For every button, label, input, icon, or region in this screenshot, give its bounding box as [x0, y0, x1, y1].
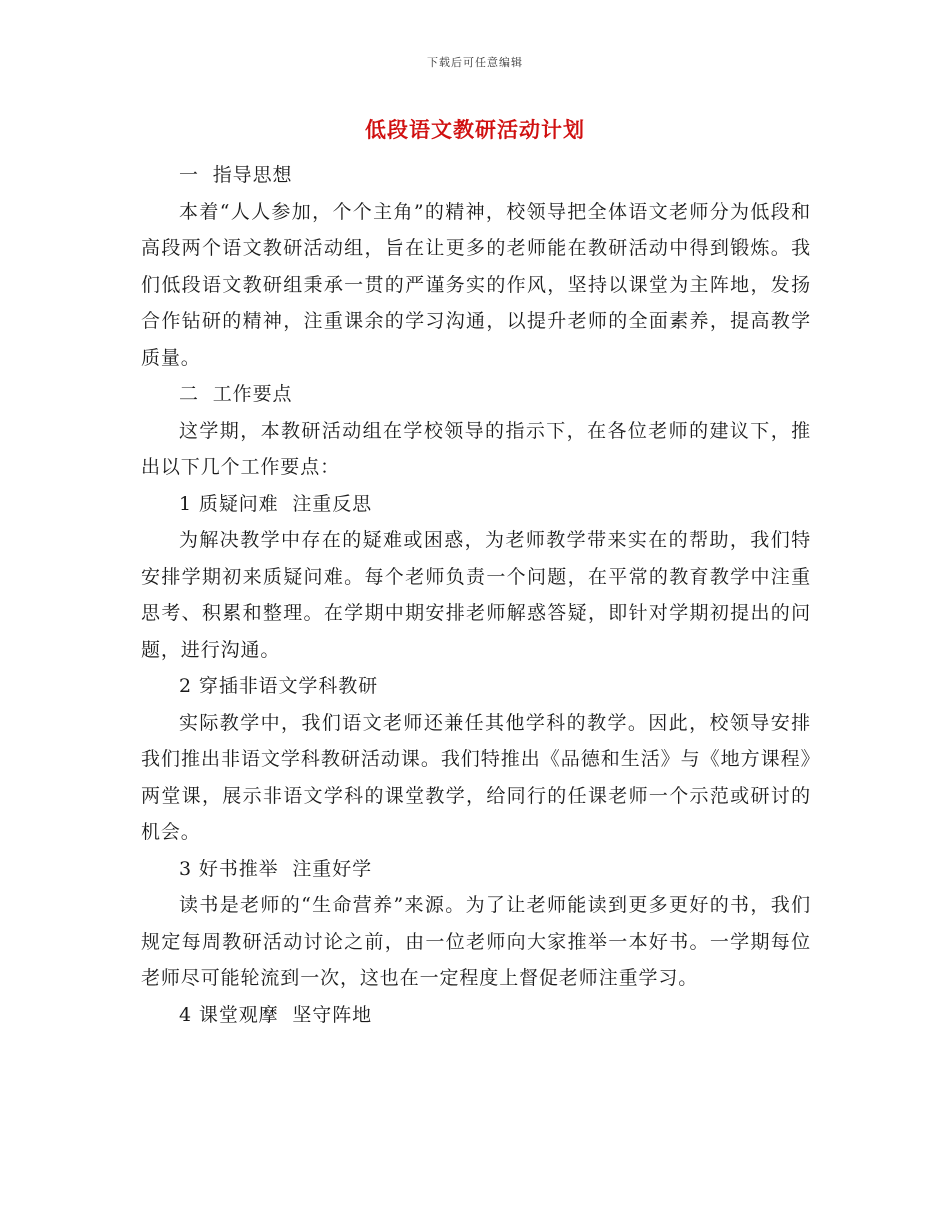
paragraph-work-points-intro: 这学期，本教研活动组在学校领导的指示下，在各位老师的建议下，推出以下几个工作要点：	[141, 419, 811, 478]
document-body	[141, 157, 811, 1033]
section-heading-work-points: 二 工作要点	[179, 383, 293, 405]
point-paragraph-2: 实际教学中，我们语文老师还兼任其他学科的教学。因此，校领导安排我们推出非语文学科教研活动课。我们特推出《品德和生活》与《地方课程》两堂课，展示非语文学科的课堂教学，给同行的任课老师一个示范或研讨的机会。	[141, 711, 811, 843]
header-note: 下载后可任意编辑	[427, 56, 523, 69]
point-heading-2: 2 穿插非语文学科教研	[179, 675, 379, 697]
point-paragraph-3: 读书是老师的“生命营养”来源。为了让老师能读到更多更好的书，我们规定每周教研活动讨论之前，由一位老师向大家推举一本好书。一学期每位老师尽可能轮流到一次，这也在一定程度上督促老师注重学习。	[141, 894, 811, 989]
point-paragraph-1: 为解决教学中存在的疑难或困惑，为老师教学带来实在的帮助，我们特安排学期初来质疑问难。每个老师负责一个问题，在平常的教育教学中注重思考、积累和整理。在学期中期安排老师解惑答疑，即针对学期初提出的问题，进行沟通。	[141, 529, 811, 661]
point-heading-4: 4 课堂观摩 坚守阵地	[179, 1003, 373, 1026]
point-heading-3: 3 好书推举 注重好学	[179, 857, 373, 880]
paragraph-guiding-thought: 本着“人人参加，个个主角”的精神，校领导把全体语文老师分为低段和高段两个语文教研活动组，旨在让更多的老师能在教研活动中得到锻炼。我们低段语文教研组秉承一贯的严谨务实的作风，坚持以课堂为主阵地，发扬合作钻研的精神，注重课余的学习沟通，以提升老师的全面素养，提高教学质量。	[141, 200, 811, 369]
point-heading-1: 1 质疑问难 注重反思	[179, 492, 373, 515]
section-heading-guiding-thought: 一 指导思想	[179, 164, 293, 186]
document-title: 低段语文教研活动计划	[365, 117, 585, 142]
